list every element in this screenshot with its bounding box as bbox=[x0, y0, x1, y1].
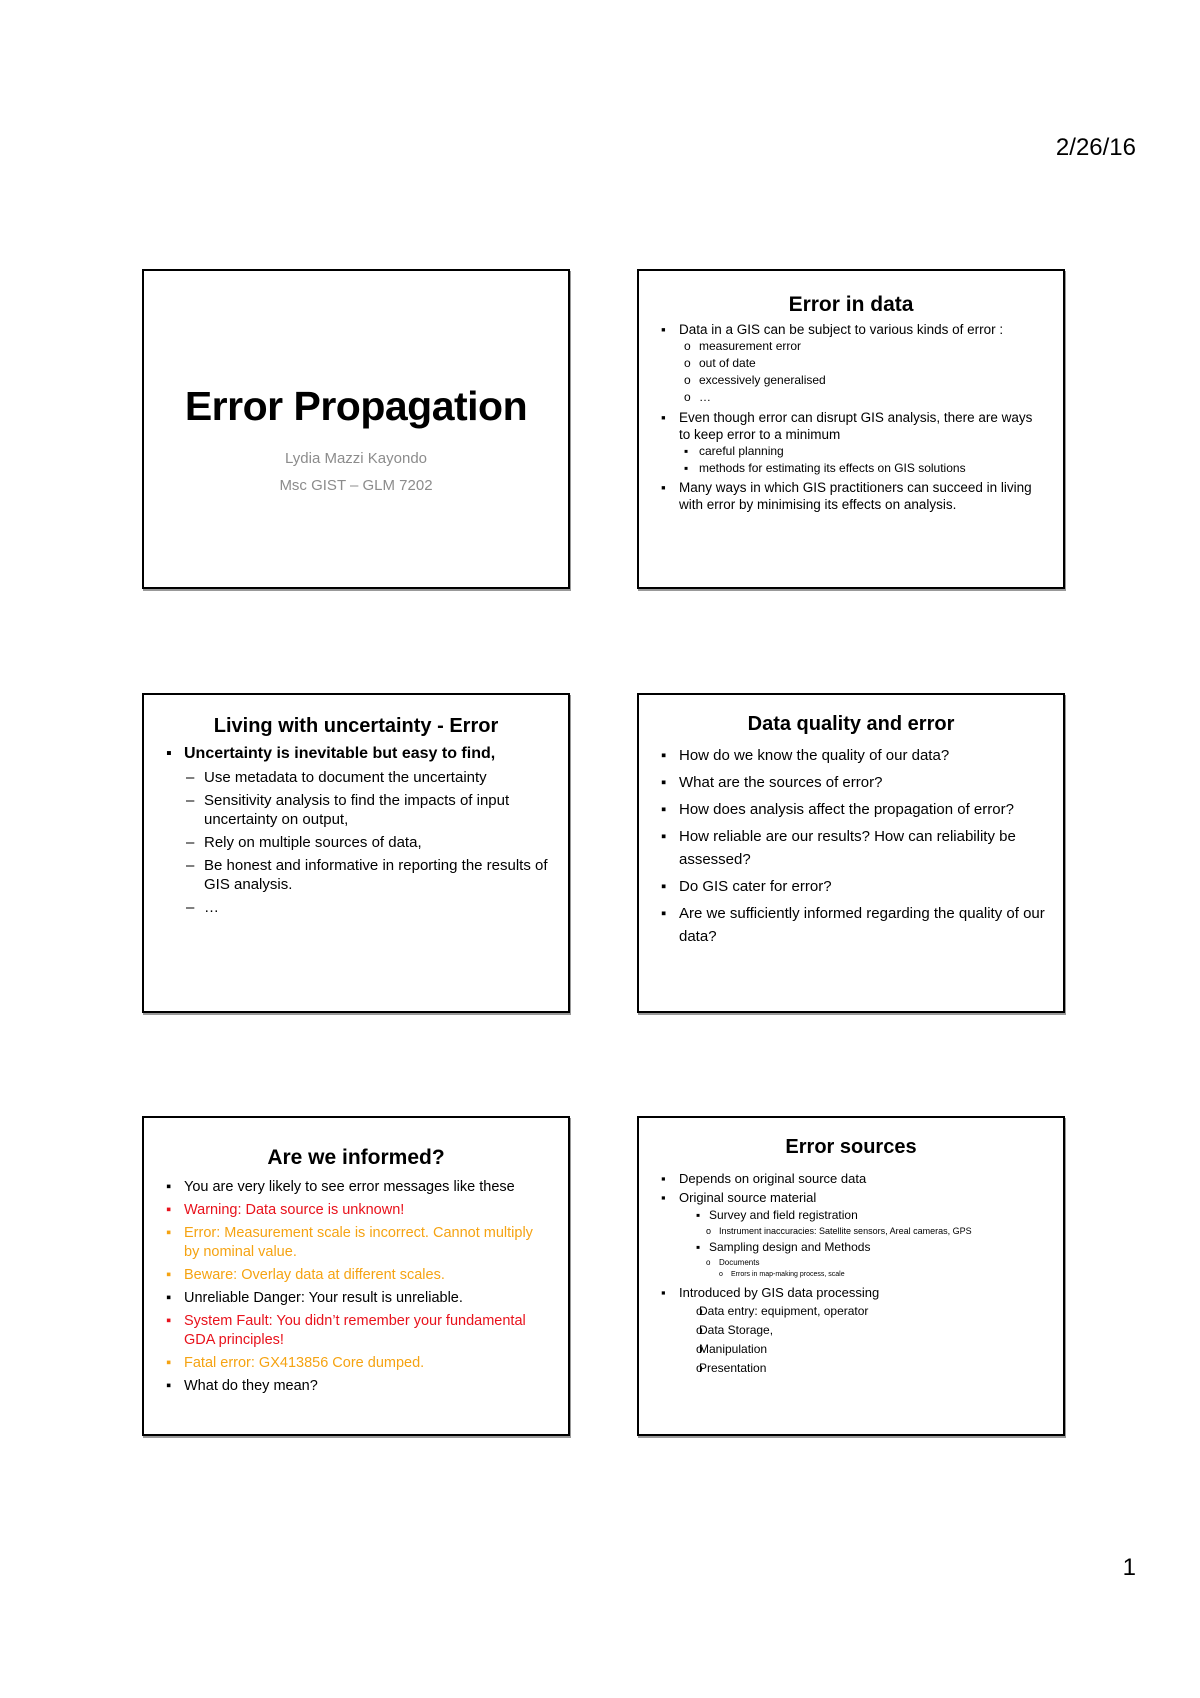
list-item: ▪ Depends on original source data bbox=[639, 1169, 1063, 1188]
list-item: o … bbox=[639, 389, 1063, 406]
bullet-list bbox=[144, 744, 568, 917]
list-item: ▪ Error: Measurement scale is incorrect. Cannot multiply by nominal value. bbox=[144, 1224, 568, 1262]
list-item: ▪ Many ways in which GIS practitioners can succeed in living with error by minimising its effects on analysis. bbox=[639, 479, 1063, 513]
list-item: ▪ Uncertainty is inevitable but easy to find, bbox=[144, 744, 568, 763]
list-item: ▪ Warning: Data source is unknown! bbox=[144, 1201, 568, 1220]
list-item: ▪ Fatal error: GX413856 Core dumped. bbox=[144, 1354, 568, 1373]
list-item: – Be honest and informative in reporting the results of GIS analysis. bbox=[144, 856, 568, 894]
list-item: – Sensitivity analysis to find the impacts of input uncertainty on output, bbox=[144, 791, 568, 829]
slide-title bbox=[142, 269, 570, 589]
list-item: ▪ You are very likely to see error messages like these bbox=[144, 1178, 568, 1197]
list-item: ▪ What do they mean? bbox=[144, 1377, 568, 1396]
list-item: ▪ Unreliable Danger: Your result is unreliable. bbox=[144, 1289, 568, 1308]
slide-error-sources bbox=[637, 1116, 1065, 1436]
list-item: o Documents bbox=[639, 1257, 1063, 1269]
list-item: ▪ Survey and field registration bbox=[639, 1207, 1063, 1224]
slide-heading: Data quality and error bbox=[747, 713, 955, 735]
list-item: ▪ How reliable are our results? How can reliability be assessed? bbox=[639, 825, 1063, 871]
course-code: Msc GIST – GLM 7202 bbox=[279, 477, 433, 494]
list-item: o Data Storage, bbox=[639, 1321, 1063, 1340]
list-item: ▪ Introduced by GIS data processing bbox=[639, 1283, 1063, 1302]
author-name: Lydia Mazzi Kayondo bbox=[284, 450, 428, 467]
bullet-list bbox=[639, 744, 1063, 948]
bullet-list bbox=[639, 321, 1063, 513]
list-item: ▪ Beware: Overlay data at different scales. bbox=[144, 1266, 568, 1285]
slide-heading: Are we informed? bbox=[267, 1146, 445, 1169]
slide-are-we-informed bbox=[142, 1116, 570, 1436]
list-item: ▪ System Fault: You didn’t remember your fundamental GDA principles! bbox=[144, 1312, 568, 1350]
list-item: ▪ What are the sources of error? bbox=[639, 771, 1063, 794]
list-item: – Use metadata to document the uncertainty bbox=[144, 768, 568, 787]
list-item: o Instrument inaccuracies: Satellite sensors, Areal cameras, GPS bbox=[639, 1224, 1063, 1238]
list-item: o Errors in map-making process, scale bbox=[639, 1269, 1063, 1281]
list-item: ▪ careful planning bbox=[639, 443, 1063, 460]
slide-heading: Error in data bbox=[788, 293, 914, 316]
list-item: o Data entry: equipment, operator bbox=[639, 1302, 1063, 1321]
list-item: ▪ Are we sufficiently informed regarding the quality of our data? bbox=[639, 902, 1063, 948]
presentation-title: Error Propagation bbox=[184, 383, 528, 429]
list-item: ▪ Original source material bbox=[639, 1188, 1063, 1207]
list-item: o out of date bbox=[639, 355, 1063, 372]
list-item: – … bbox=[144, 898, 568, 917]
page-date: 2/26/16 bbox=[1055, 134, 1136, 161]
list-item: ▪ How does analysis affect the propagation of error? bbox=[639, 798, 1063, 821]
list-item: ▪ Sampling design and Methods bbox=[639, 1238, 1063, 1257]
list-item: o Presentation bbox=[639, 1359, 1063, 1378]
list-item: o measurement error bbox=[639, 338, 1063, 355]
slide-error-in-data bbox=[637, 269, 1065, 589]
bullet-list bbox=[144, 1178, 568, 1396]
list-item: ▪ Even though error can disrupt GIS analysis, there are ways to keep error to a minimum bbox=[639, 409, 1063, 443]
list-item: ▪ Do GIS cater for error? bbox=[639, 875, 1063, 898]
slide-living-with-uncertainty bbox=[142, 693, 570, 1013]
bullet-list bbox=[639, 1169, 1063, 1378]
slide-heading: Error sources bbox=[785, 1136, 917, 1158]
list-item: – Rely on multiple sources of data, bbox=[144, 833, 568, 852]
page-number: 1 bbox=[1122, 1554, 1136, 1581]
list-item: ▪ How do we know the quality of our data? bbox=[639, 744, 1063, 767]
list-item: ▪ Data in a GIS can be subject to various kinds of error : bbox=[639, 321, 1063, 338]
list-item: o excessively generalised bbox=[639, 372, 1063, 389]
list-item: ▪ methods for estimating its effects on GIS solutions bbox=[639, 460, 1063, 477]
slide-heading: Living with uncertainty - Error bbox=[213, 715, 499, 737]
slide-data-quality bbox=[637, 693, 1065, 1013]
list-item: o Manipulation bbox=[639, 1340, 1063, 1359]
